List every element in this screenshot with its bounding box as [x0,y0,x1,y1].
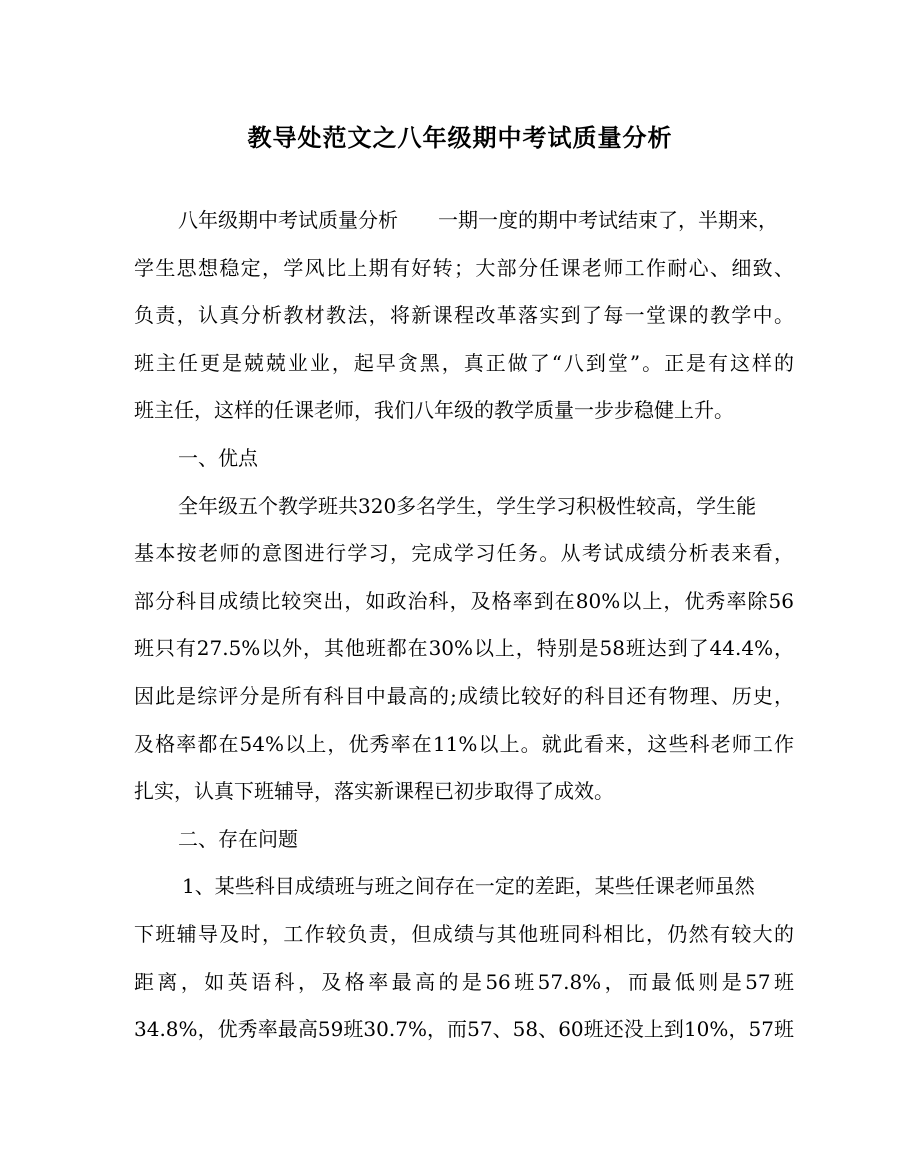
section-heading: 一、优点 [178,445,258,470]
paragraph-line: 全年级五个教学班共320多名学生，学生学习积极性较高，学生能 [178,493,757,518]
paragraph-line: 扎实，认真下班辅导，落实新课程已初步取得了成效。 [134,779,614,804]
paragraph-line: 1、某些科目成绩班与班之间存在一定的差距，某些任课老师虽然 [182,874,755,899]
document-title: 教导处范文之八年级期中考试质量分析 [247,123,673,152]
paragraph-line: 及格率都在54%以上，优秀率在11%以上。就此看来，这些科老师工作 [134,731,794,756]
paragraph-line: 因此是综评分是所有科目中最高的;成绩比较好的科目还有物理、历史， [134,683,794,708]
paragraph-line: 负责，认真分析教材教法，将新课程改革落实到了每一堂课的教学中。 [134,303,794,328]
section-heading: 二、存在问题 [178,826,298,851]
paragraph-line: 班只有27.5%以外，其他班都在30%以上，特别是58班达到了44.4%， [134,636,794,661]
paragraph-line: 34.8%，优秀率最高59班30.7%，而57、58、60班还没上到10%，57班 [134,1017,794,1042]
paragraph-line: 下班辅导及时，工作较负责，但成绩与其他班同科相比，仍然有较大的 [134,921,794,946]
document-body [134,197,794,1054]
paragraph-line: 学生思想稳定，学风比上期有好转；大部分任课老师工作耐心、细致、 [134,255,794,280]
paragraph-line: 距离，如英语科，及格率最高的是56班57.8%，而最低则是57班 [134,969,794,994]
paragraph-line: 班主任，这样的任课老师，我们八年级的教学质量一步步稳健上升。 [134,398,734,423]
paragraph-line: 基本按老师的意图进行学习，完成学习任务。从考试成绩分析表来看， [134,541,794,566]
paragraph-line: 部分科目成绩比较突出，如政治科，及格率到在80%以上，优秀率除56 [134,588,794,613]
paragraph-line: 八年级期中考试质量分析 一期一度的期中考试结束了，半期来， [178,208,778,232]
paragraph-line: 班主任更是兢兢业业，起早贪黑，真正做了“八到堂”。正是有这样的 [134,350,794,375]
